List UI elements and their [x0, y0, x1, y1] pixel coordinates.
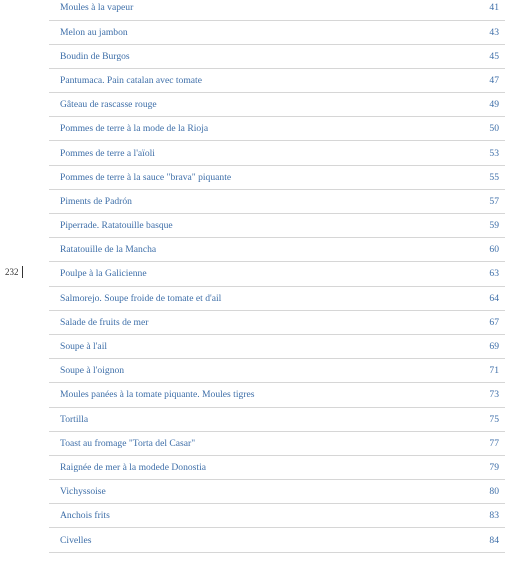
toc-entry-page: 53	[489, 147, 499, 159]
toc-entry-title: Ratatouille de la Mancha	[60, 244, 157, 256]
toc-entry-title: Raignée de mer à la modede Donostia	[60, 461, 206, 473]
toc-entry-title: Soupe à l'oignon	[60, 365, 125, 377]
toc-entry[interactable]	[49, 238, 505, 262]
toc-entry-page: 67	[489, 316, 499, 328]
toc-entry[interactable]	[49, 408, 505, 432]
toc-entry[interactable]	[49, 69, 505, 93]
toc-entry[interactable]	[49, 287, 505, 311]
toc-entry-page: 71	[489, 365, 499, 377]
toc-entry[interactable]	[49, 117, 505, 141]
toc-entry[interactable]	[49, 480, 505, 504]
toc-entry-page: 69	[489, 341, 499, 353]
toc-entry-page: 49	[489, 99, 499, 111]
toc-entry-title: Tortilla	[60, 413, 89, 425]
toc-entry-page: 60	[489, 244, 499, 256]
toc-entry-page: 50	[489, 123, 499, 135]
toc-entry-page: 83	[489, 510, 499, 522]
page-number: 232	[5, 266, 23, 278]
toc-entry-title: Salmorejo. Soupe froide de tomate et d'ail	[60, 292, 222, 304]
toc-entry-page: 41	[489, 1, 499, 13]
toc-entry[interactable]	[49, 214, 505, 238]
toc-entry-title: Salade de fruits de mer	[60, 316, 149, 328]
toc-entry-page: 59	[489, 220, 499, 232]
toc-entry[interactable]	[49, 383, 505, 407]
toc-entry-title: Pommes de terre à la mode de la Rioja	[60, 123, 209, 135]
toc-entry-title: Toast au fromage "Torta del Casar"	[60, 437, 196, 449]
toc-entry-page: 63	[489, 268, 499, 280]
toc-entry[interactable]	[49, 190, 505, 214]
toc-entry-page: 43	[489, 26, 499, 38]
toc-entry-title: Boudin de Burgos	[60, 50, 130, 62]
toc-entry-title: Poulpe à la Galicienne	[60, 268, 147, 280]
toc-entry-page: 79	[489, 461, 499, 473]
toc-entry-title: Gâteau de rascasse rouge	[60, 99, 157, 111]
toc-entry-page: 73	[489, 389, 499, 401]
toc-entry-page: 75	[489, 413, 499, 425]
toc-entry-title: Soupe à l'ail	[60, 341, 108, 353]
toc-entry-page: 47	[489, 74, 499, 86]
toc-entry-page: 64	[489, 292, 499, 304]
toc-entry-title: Pommes de terre à la sauce "brava" piquante	[60, 171, 232, 183]
toc-entry-page: 57	[489, 195, 499, 207]
toc-entry-title: Melon au jambon	[60, 26, 128, 38]
toc-entry[interactable]	[49, 456, 505, 480]
toc-entry[interactable]	[49, 262, 505, 286]
toc-entry[interactable]	[49, 45, 505, 69]
toc-entry-title: Piperrade. Ratatouille basque	[60, 220, 173, 232]
toc-entry-page: 84	[489, 534, 499, 546]
toc-entry[interactable]	[49, 528, 505, 552]
toc-entry-title: Civelles	[60, 534, 92, 546]
toc-entry-page: 55	[489, 171, 499, 183]
toc-entry[interactable]	[49, 359, 505, 383]
toc-entry[interactable]	[49, 21, 505, 45]
toc-entry-page: 80	[489, 486, 499, 498]
toc-entry-title: Vichyssoise	[60, 486, 106, 498]
toc-entry[interactable]	[49, 166, 505, 190]
toc-entry[interactable]	[49, 432, 505, 456]
toc-entry-title: Moules à la vapeur	[60, 1, 134, 13]
toc-entry-title: Anchois frits	[60, 510, 110, 522]
table-of-contents	[49, 0, 505, 553]
toc-entry-title: Moules panées à la tomate piquante. Moules tigres	[60, 389, 255, 401]
toc-entry-title: Pommes de terre a l'aïoli	[60, 147, 155, 159]
toc-entry[interactable]	[49, 0, 505, 21]
toc-entry-page: 45	[489, 50, 499, 62]
toc-entry[interactable]	[49, 504, 505, 528]
toc-entry-page: 77	[489, 437, 499, 449]
toc-entry[interactable]	[49, 141, 505, 165]
toc-entry-title: Pantumaca. Pain catalan avec tomate	[60, 74, 202, 86]
toc-entry[interactable]	[49, 311, 505, 335]
toc-entry[interactable]	[49, 335, 505, 359]
toc-entry[interactable]	[49, 93, 505, 117]
toc-entry-title: Piments de Padrón	[60, 195, 132, 207]
